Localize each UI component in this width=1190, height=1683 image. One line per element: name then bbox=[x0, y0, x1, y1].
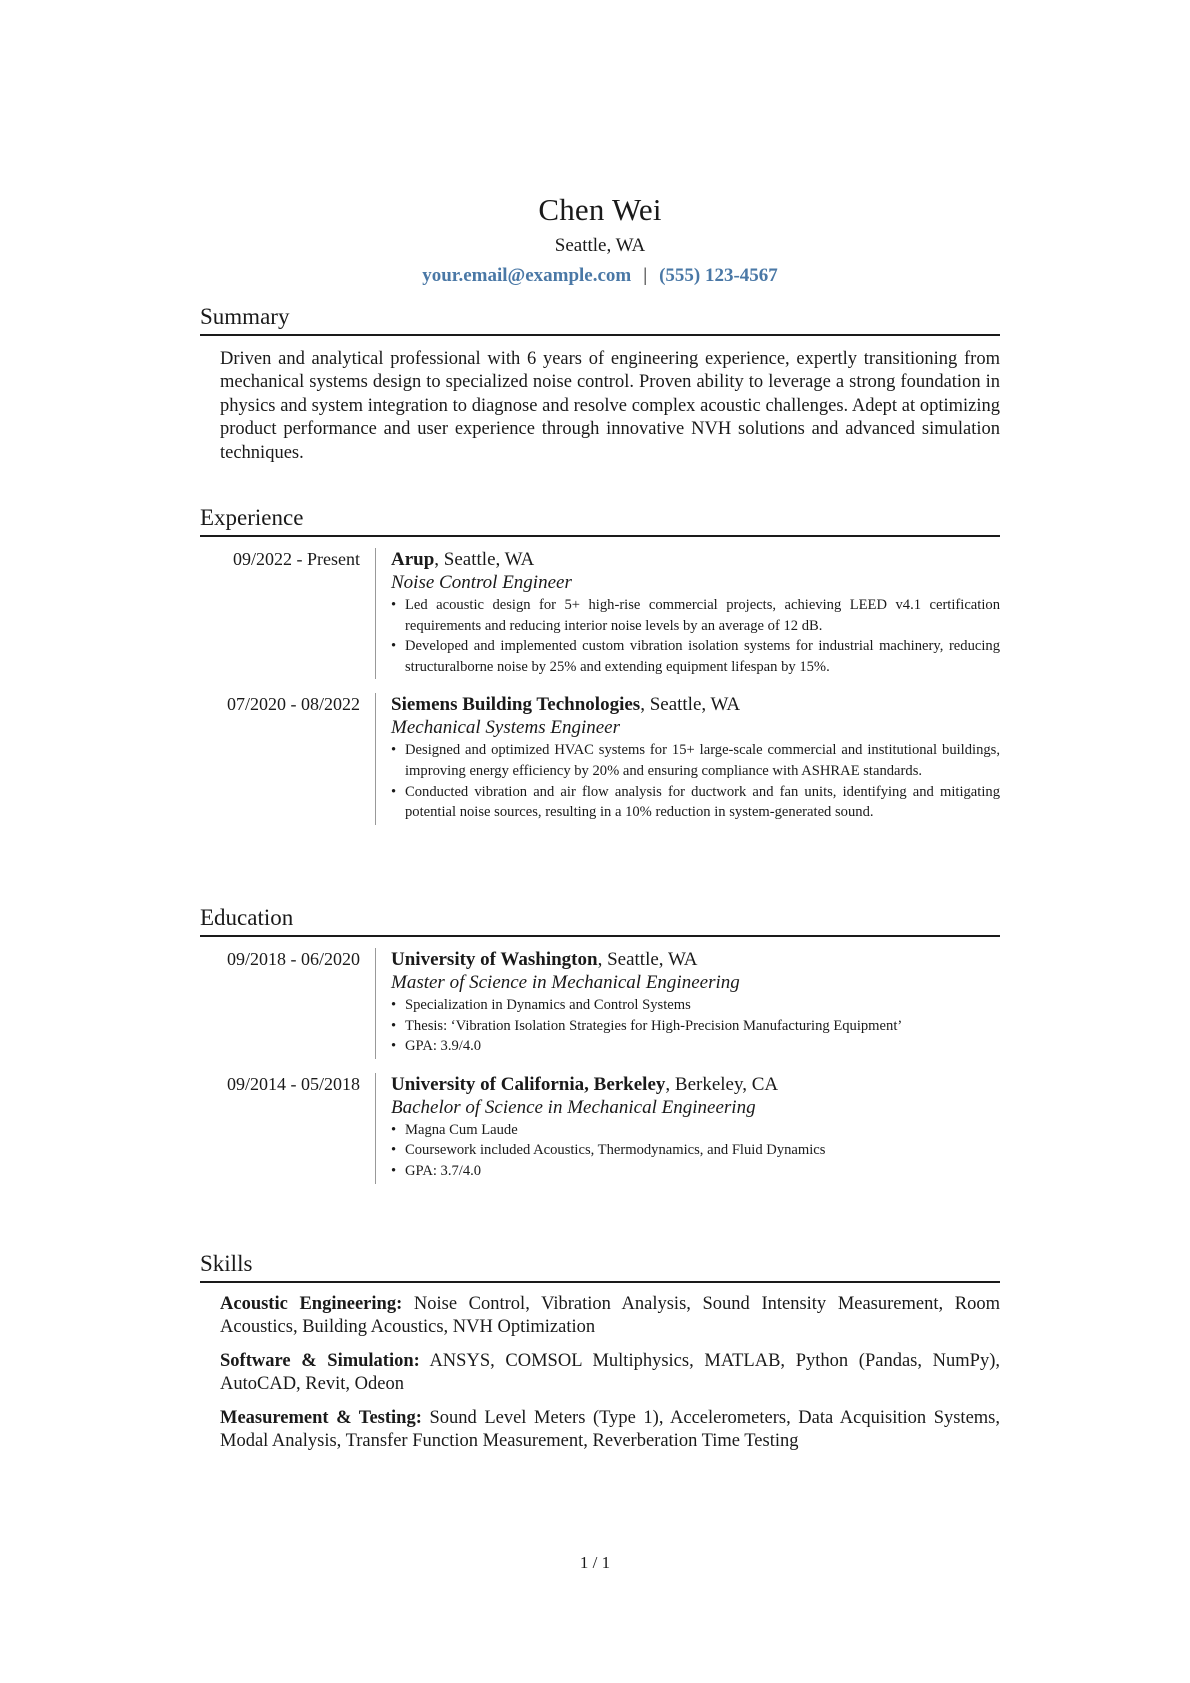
bullet-item bbox=[391, 740, 1000, 781]
email-link[interactable]: your.email@example.com bbox=[422, 265, 632, 286]
entry-body bbox=[375, 693, 1000, 824]
section-title-education: Education bbox=[200, 903, 1000, 937]
bullet-text: Conducted vibration and air flow analysis for ductwork and fan units, identifying and mitigating potential noise sources, resulting in a 10% reduction in system-generated sound. bbox=[405, 783, 1000, 821]
skill-label: Acoustic Engineering: bbox=[220, 1294, 403, 1314]
bullet-icon: • bbox=[391, 783, 397, 800]
org-name: University of Washington bbox=[391, 949, 598, 970]
skill-text: Sound Level Meters (Type 1), Accelerometers, Data Acquisition Systems, Modal Analysis, Transfer Function Measurement, Reverberation Time Testing bbox=[220, 1407, 1001, 1452]
page-number: 1 / 1 bbox=[579, 1553, 611, 1572]
bullet-item bbox=[391, 1016, 1000, 1037]
entry-body bbox=[375, 948, 1000, 1059]
section-title-skills: Skills bbox=[200, 1249, 1000, 1283]
entry-dates: 07/2020 - 08/2022 bbox=[227, 694, 360, 715]
entry-role: Noise Control Engineer bbox=[391, 572, 572, 593]
org-name: Siemens Building Technologies bbox=[391, 694, 641, 716]
entry-dates: 09/2018 - 06/2020 bbox=[227, 949, 360, 969]
org-location: , Seattle, WA bbox=[640, 694, 741, 716]
bullet-text: Designed and optimized HVAC systems for 15+ large-scale commercial and institutional buildings, improving energy efficiency by 20% and ensuring compliance with ASHRAE standards. bbox=[405, 742, 1000, 779]
education-entry bbox=[200, 1073, 1000, 1184]
skill-text: ANSYS, COMSOL Multiphysics, MATLAB, Python (Pandas, NumPy), AutoCAD, Revit, Odeon bbox=[220, 1350, 1000, 1395]
skill-row bbox=[220, 1407, 1000, 1454]
experience-entry bbox=[200, 548, 1000, 679]
bullet-text: Developed and implemented custom vibration isolation systems for industrial machinery, reducing structuralborne noise by 25% and extending equipment lifespan by 15%. bbox=[405, 638, 1000, 675]
org-location: , Seattle, WA bbox=[597, 949, 698, 970]
candidate-name: Chen Wei bbox=[538, 192, 662, 227]
candidate-location: Seattle, WA bbox=[554, 235, 646, 256]
experience-entry bbox=[200, 693, 1000, 824]
entry-organization bbox=[391, 948, 1000, 971]
skills-section bbox=[200, 1249, 1000, 1453]
entry-dates: 09/2014 - 05/2018 bbox=[227, 1073, 360, 1094]
contact-separator: | bbox=[643, 265, 648, 286]
bullet-text: Thesis: ‘Vibration Isolation Strategies for High-Precision Manufacturing Equipment’ bbox=[405, 1017, 903, 1034]
bullet-item bbox=[391, 1036, 1000, 1057]
skill-row bbox=[220, 1350, 1000, 1397]
bullet-icon: • bbox=[391, 997, 397, 1013]
bullet-text: Coursework included Acoustics, Thermodynamics, and Fluid Dynamics bbox=[405, 1142, 826, 1159]
resume-header bbox=[200, 190, 1000, 288]
bullet-icon: • bbox=[391, 1017, 397, 1034]
experience-section bbox=[200, 503, 1000, 825]
entry-role: Master of Science in Mechanical Engineering bbox=[391, 972, 740, 993]
education-section bbox=[200, 903, 1000, 1184]
bullet-item bbox=[391, 782, 1000, 823]
bullet-icon: • bbox=[391, 1162, 397, 1179]
skill-label: Software & Simulation: bbox=[220, 1350, 420, 1371]
summary-text: Driven and analytical professional with 6 years of engineering experience, expertly transitioning from mechanical systems design to specialized noise control. Proven ability to leverage a strong foundation in physics and system integration to diagnose and resolve complex acoustic challenges. Adept at optimizing product performance and user experience through innovative NVH solutions and advanced simulation techniques. bbox=[220, 349, 1000, 463]
bullet-icon: • bbox=[391, 597, 397, 613]
bullet-icon: • bbox=[391, 1038, 397, 1055]
phone-link[interactable]: (555) 123-4567 bbox=[659, 265, 778, 286]
bullet-text: Magna Cum Laude bbox=[405, 1121, 518, 1138]
entry-bullets bbox=[391, 995, 1000, 1057]
entry-body bbox=[375, 1073, 1000, 1184]
entry-role: Bachelor of Science in Mechanical Engineering bbox=[391, 1096, 756, 1118]
bullet-item bbox=[391, 1161, 1000, 1182]
bullet-item bbox=[391, 636, 1000, 677]
bullet-item bbox=[391, 1140, 1000, 1161]
bullet-icon: • bbox=[391, 1142, 397, 1159]
bullet-item bbox=[391, 995, 1000, 1016]
skill-text: Noise Control, Vibration Analysis, Sound Intensity Measurement, Room Acoustics, Building Acoustics, NVH Optimization bbox=[220, 1294, 1000, 1338]
bullet-item bbox=[391, 595, 1000, 636]
skill-label: Measurement & Testing: bbox=[220, 1407, 422, 1428]
section-title-experience: Experience bbox=[200, 503, 1000, 537]
bullet-icon: • bbox=[391, 638, 397, 655]
entry-organization bbox=[391, 1073, 1000, 1096]
org-location: , Seattle, WA bbox=[434, 549, 535, 570]
contact-line bbox=[200, 264, 1000, 288]
org-location: , Berkeley, CA bbox=[665, 1073, 779, 1095]
bullet-text: Led acoustic design for 5+ high-rise commercial projects, achieving LEED v4.1 certification requirements and reducing interior noise levels by an average of 12 dB. bbox=[405, 597, 1000, 634]
education-entry bbox=[200, 948, 1000, 1059]
bullet-icon: • bbox=[391, 742, 397, 759]
entry-bullets bbox=[391, 740, 1000, 822]
entry-bullets bbox=[391, 595, 1000, 677]
org-name: Arup bbox=[391, 549, 435, 570]
bullet-text: GPA: 3.9/4.0 bbox=[405, 1038, 482, 1055]
org-name: University of California, Berkeley bbox=[391, 1073, 666, 1095]
bullet-icon: • bbox=[391, 1121, 397, 1138]
entry-organization bbox=[391, 693, 1000, 716]
bullet-item bbox=[391, 1120, 1000, 1141]
bullet-text: Specialization in Dynamics and Control Systems bbox=[405, 997, 691, 1013]
entry-role: Mechanical Systems Engineer bbox=[391, 717, 620, 739]
bullet-text: GPA: 3.7/4.0 bbox=[405, 1162, 482, 1179]
skill-row bbox=[220, 1293, 1000, 1340]
entry-dates: 09/2022 - Present bbox=[233, 549, 360, 569]
entry-organization bbox=[391, 548, 1000, 571]
entry-bullets bbox=[391, 1120, 1000, 1182]
summary-section bbox=[200, 302, 1000, 465]
entry-body bbox=[375, 548, 1000, 679]
section-title-summary: Summary bbox=[200, 302, 1000, 336]
